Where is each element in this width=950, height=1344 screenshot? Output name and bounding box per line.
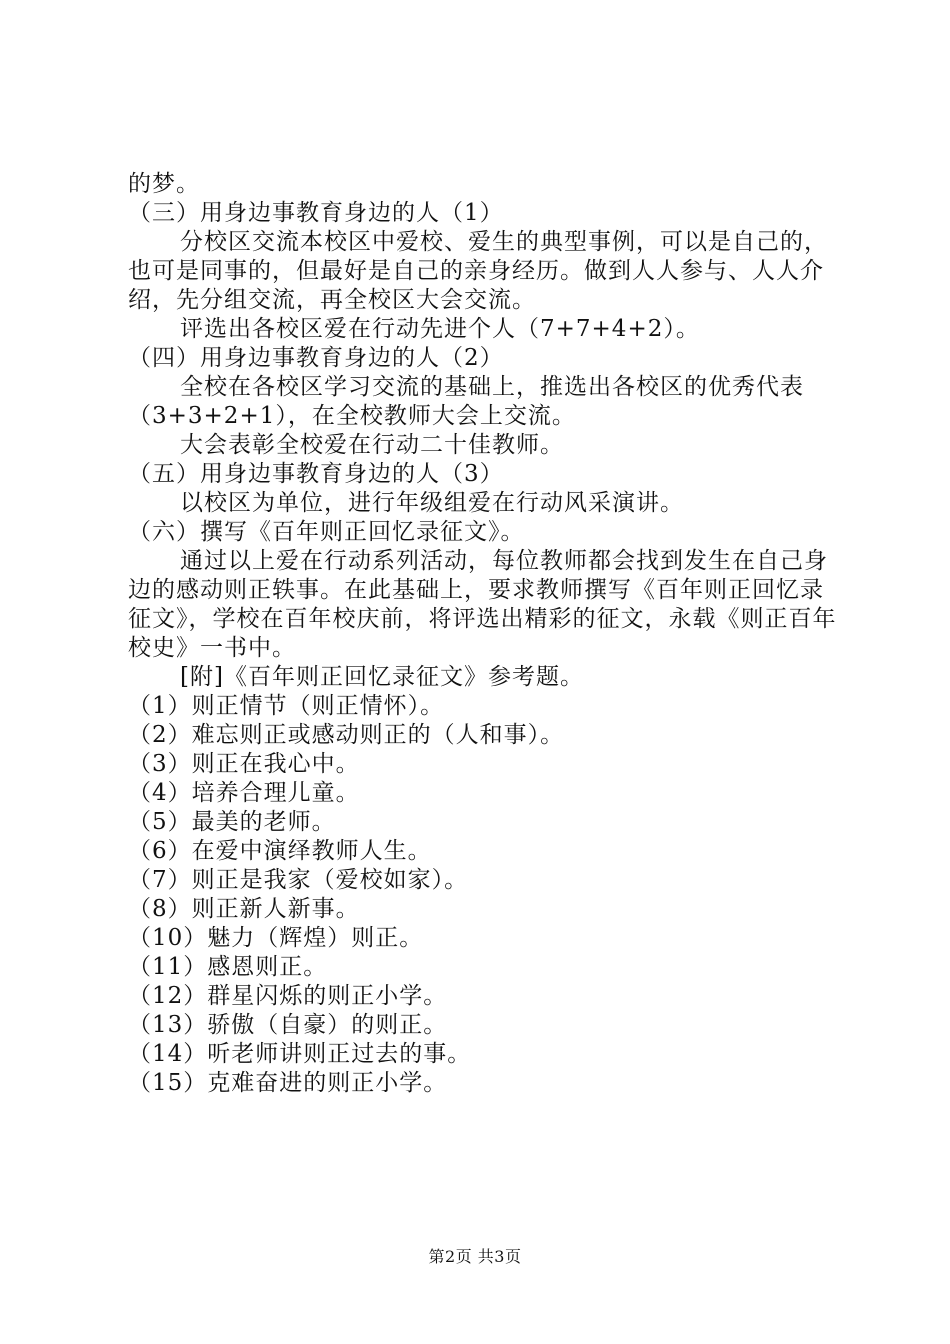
- list-item: （6）在爱中演绎教师人生。: [128, 838, 432, 864]
- paragraph: 分校区交流本校区中爱校、爱生的典型事例，可以是自己的，也可是同事的，但最好是自己的亲身经历。做到人人参与、人人介绍，先分组交流，再全校区大会交流。: [128, 229, 828, 313]
- list-item: （7）则正是我家（爱校如家）。: [128, 867, 469, 893]
- paragraph: 通过以上爱在行动系列活动，每位教师都会找到发生在自己身边的感动则正轶事。在此基础上，要求教师撰写《百年则正回忆录征文》，学校在百年校庆前，将评选出精彩的征文，永载《则正百年校史》一书中。: [128, 548, 837, 661]
- section-heading-4: （四）用身边事教育身边的人（2）: [128, 345, 504, 371]
- list-item: （12）群星闪烁的则正小学。: [128, 983, 448, 1009]
- list-item: （4）培养合理儿童。: [128, 780, 360, 806]
- list-item: （15）克难奋进的则正小学。: [128, 1070, 448, 1096]
- list-item: （14）听老师讲则正过去的事。: [128, 1041, 472, 1067]
- paragraph: 大会表彰全校爱在行动二十佳教师。: [180, 432, 564, 458]
- document-body: [128, 170, 838, 1098]
- paragraph: 评选出各校区爱在行动先进个人（7+7+4+2）。: [180, 316, 700, 342]
- list-item: （13）骄傲（自豪）的则正。: [128, 1012, 448, 1038]
- page-footer: 第2页 共3页: [428, 1247, 522, 1266]
- list-item: （11）感恩则正。: [128, 954, 328, 980]
- list-item: （1）则正情节（则正情怀）。: [128, 693, 445, 719]
- section-heading-6: （六）撰写《百年则正回忆录征文》。: [128, 519, 525, 545]
- section-heading-5: （五）用身边事教育身边的人（3）: [128, 461, 504, 487]
- appendix-heading: [附]《百年则正回忆录征文》参考题。: [180, 664, 584, 690]
- paragraph: 以校区为单位，进行年级组爱在行动风采演讲。: [180, 490, 684, 516]
- list-item: （3）则正在我心中。: [128, 751, 360, 777]
- paragraph: 全校在各校区学习交流的基础上，推选出各校区的优秀代表（3+3+2+1），在全校教师大会上交流。: [128, 374, 804, 429]
- list-item: （10）魅力（辉煌）则正。: [128, 925, 424, 951]
- section-heading-3: （三）用身边事教育身边的人（1）: [128, 200, 504, 226]
- topic-list: [128, 692, 838, 1098]
- paragraph-continuation: 的梦。: [128, 171, 200, 197]
- list-item: （8）则正新人新事。: [128, 896, 360, 922]
- list-item: （2）难忘则正或感动则正的（人和事）。: [128, 722, 565, 748]
- list-item: （5）最美的老师。: [128, 809, 336, 835]
